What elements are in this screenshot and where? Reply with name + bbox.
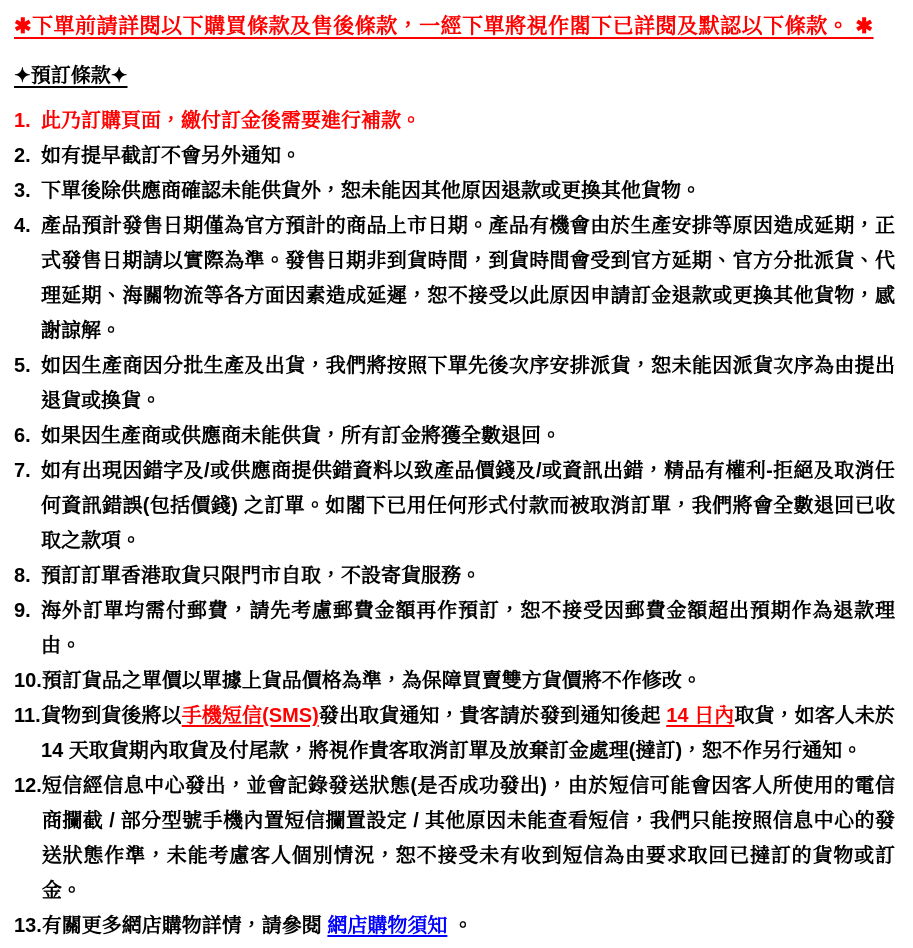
term-text-segment: 。	[447, 915, 473, 937]
term-text: 下單後除供應商確認未能供貨外，恕未能因其他原因退款或更換其他貨物。	[41, 180, 701, 202]
term-text: 產品預計發售日期僅為官方預計的商品上市日期。產品有機會由於生產安排等原因造成延期，正式發售日期請以實際為準。發售日期非到貨時間，到貨時間會受到官方延期、官方分批派貨、代理延期、海關物流等各方面因素造成延遲，恕不接受以此原因申請訂金退款或更換其他貨物，感謝諒解。	[41, 215, 895, 342]
term-item-4	[14, 209, 895, 349]
term-item-9	[14, 594, 895, 664]
term-item-3	[14, 174, 895, 209]
term-text: 此乃訂購頁面，繳付訂金後需要進行補款。	[41, 110, 421, 132]
term-number: 3.	[14, 180, 31, 202]
term-number: 4.	[14, 215, 31, 237]
warning-title: ✱下單前請詳閱以下購買條款及售後條款，一經下單將視作閣下已詳閱及默認以下條款。 ✱	[14, 15, 874, 38]
store-shopping-guide-link[interactable]: 網店購物須知	[327, 915, 448, 937]
term-number: 11.	[14, 705, 41, 727]
term-item-2	[14, 139, 895, 174]
term-number: 7.	[14, 460, 31, 482]
term-text-segment: 貨物到貨後將以	[41, 705, 182, 727]
term-number: 8.	[14, 565, 31, 587]
term-number: 5.	[14, 355, 31, 377]
term-text-segment: 發出取貨通知，貴客請於發到通知後起	[318, 705, 667, 727]
term-text: 如因生產商因分批生產及出貨，我們將按照下單先後次序安排派貨，恕未能因派貨次序為由提出退貨或換貨。	[41, 355, 895, 412]
term-text-segment: 有關更多網店購物詳情，請參閱	[41, 915, 328, 937]
term-text: 預訂貨品之單價以單據上貨品價格為準，為保障買賣雙方貨價將不作修改。	[41, 670, 702, 692]
term-number: 2.	[14, 145, 31, 167]
term-item-11	[14, 699, 895, 769]
term-text: 如有出現因錯字及/或供應商提供錯資料以致產品價錢及/或資訊出錯，精品有權利-拒絕及取消任何資訊錯誤(包括價錢) 之訂單。如閣下已用任何形式付款而被取消訂單，我們將會全數退回已收取之款項。	[41, 460, 895, 552]
term-item-5	[14, 349, 895, 419]
term-text: 短信經信息中心發出，並會記錄發送狀態(是否成功發出)，由於短信可能會因客人所使用的電信商攔截 / 部分型號手機內置短信攔置設定 / 其他原因未能查看短信，我們只能按照信息中心的發送狀態作準，未能考慮客人個別情況，恕不接受未有收到短信為由要求取回已撻訂的貨物或訂金。	[41, 775, 895, 902]
preorder-terms-heading: ✦預訂條款✦	[14, 65, 128, 87]
term-text	[41, 699, 895, 769]
term-item-13	[14, 909, 895, 944]
term-item-10	[14, 664, 895, 699]
sms-notice-highlight: 手機短信(SMS)	[181, 705, 319, 727]
term-text: 海外訂單均需付郵費，請先考慮郵費金額再作預訂，恕不接受因郵費金額超出預期作為退款理由。	[41, 600, 895, 657]
term-item-7	[14, 454, 895, 559]
term-text: 如有提早截訂不會另外通知。	[41, 145, 301, 167]
term-item-12	[14, 769, 895, 909]
term-number: 10.	[14, 670, 42, 692]
pickup-deadline-highlight: 14 日內	[666, 705, 735, 727]
terms-list	[14, 104, 895, 944]
term-number: 6.	[14, 425, 31, 447]
term-number: 9.	[14, 600, 31, 622]
term-item-6	[14, 419, 895, 454]
term-text: 預訂訂單香港取貨只限門市自取，不設寄貨服務。	[41, 565, 481, 587]
term-number: 13.	[14, 915, 42, 937]
term-item-1	[14, 104, 895, 139]
term-item-8	[14, 559, 895, 594]
term-number: 1.	[14, 110, 31, 132]
term-number: 12.	[14, 775, 42, 797]
term-text: 如果因生產商或供應商未能供貨，所有訂金將獲全數退回。	[41, 425, 561, 447]
term-text	[42, 909, 895, 944]
term-text-segment: 取貨，如客人未於 14 天取貨期內取貨及付尾款，將視作貴客取消訂單及放棄訂金處理(撻訂)，恕不作另行通知。	[41, 705, 896, 762]
